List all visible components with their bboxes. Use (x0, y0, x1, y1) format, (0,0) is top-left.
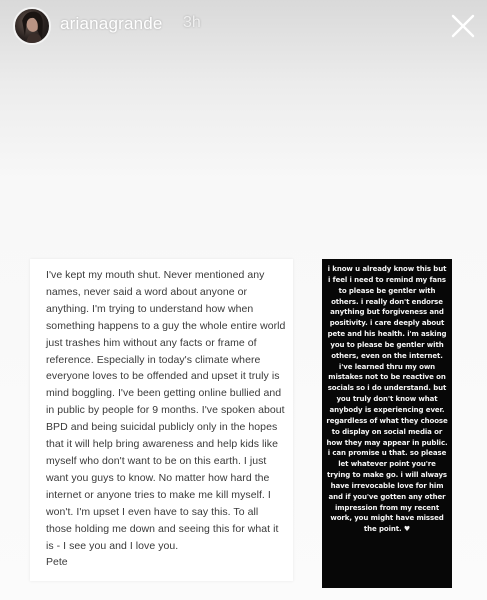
note-body-text: I've kept my mouth shut. Never mentioned any names, never said a word about anyone or anything. I'm trying to understand how when something happens to a guy the whole entire world just trashes him without any facts or frame of reference. Especially in today's climate where everyone loves to be offended and upset it truly is mind boggling. I've been getting online bullied and in public by people for 9 months. I've spoken about BPD and being suicidal publicly only in the hopes that it will help bring awareness and help kids like myself who don't want to be on this earth. I just want you guys to know. No matter how hard the internet or anyone tries to make me kill myself. I won't. I'm upset I even have to say this. To all those holding me down and seeing this for what it is - I see you and I love you. (46, 269, 286, 552)
story-timestamp: 3h (183, 14, 201, 31)
text-panel-body: i know u already know this but i feel i need to remind my fans to please be gentler with others. i really don't endorse anything but forgiveness and positivity. i care deeply about pete and his health. i'm asking you to please be gentler with others, even on the internet. i've learned thru my own mistakes not to be reactive on socials so i do understand. but you truly don't know what anybody is experiencing ever. regardless of what they choose to display on social media or how they may appear in public. i can promise u that. so please let whatever point you're trying to make go. i will always have irrevocable love for him and if you've gotten any other impression from my recent work, you might have missed the point. ♥ (326, 265, 448, 534)
avatar[interactable] (13, 7, 51, 45)
username[interactable]: arianagrande (60, 14, 163, 33)
note-card (30, 259, 293, 581)
text-panel (322, 259, 452, 588)
profile-avatar-icon (15, 9, 49, 43)
note-signature: Pete (46, 556, 68, 568)
close-icon (449, 12, 477, 40)
close-button[interactable] (449, 12, 477, 40)
story-header (0, 0, 487, 56)
